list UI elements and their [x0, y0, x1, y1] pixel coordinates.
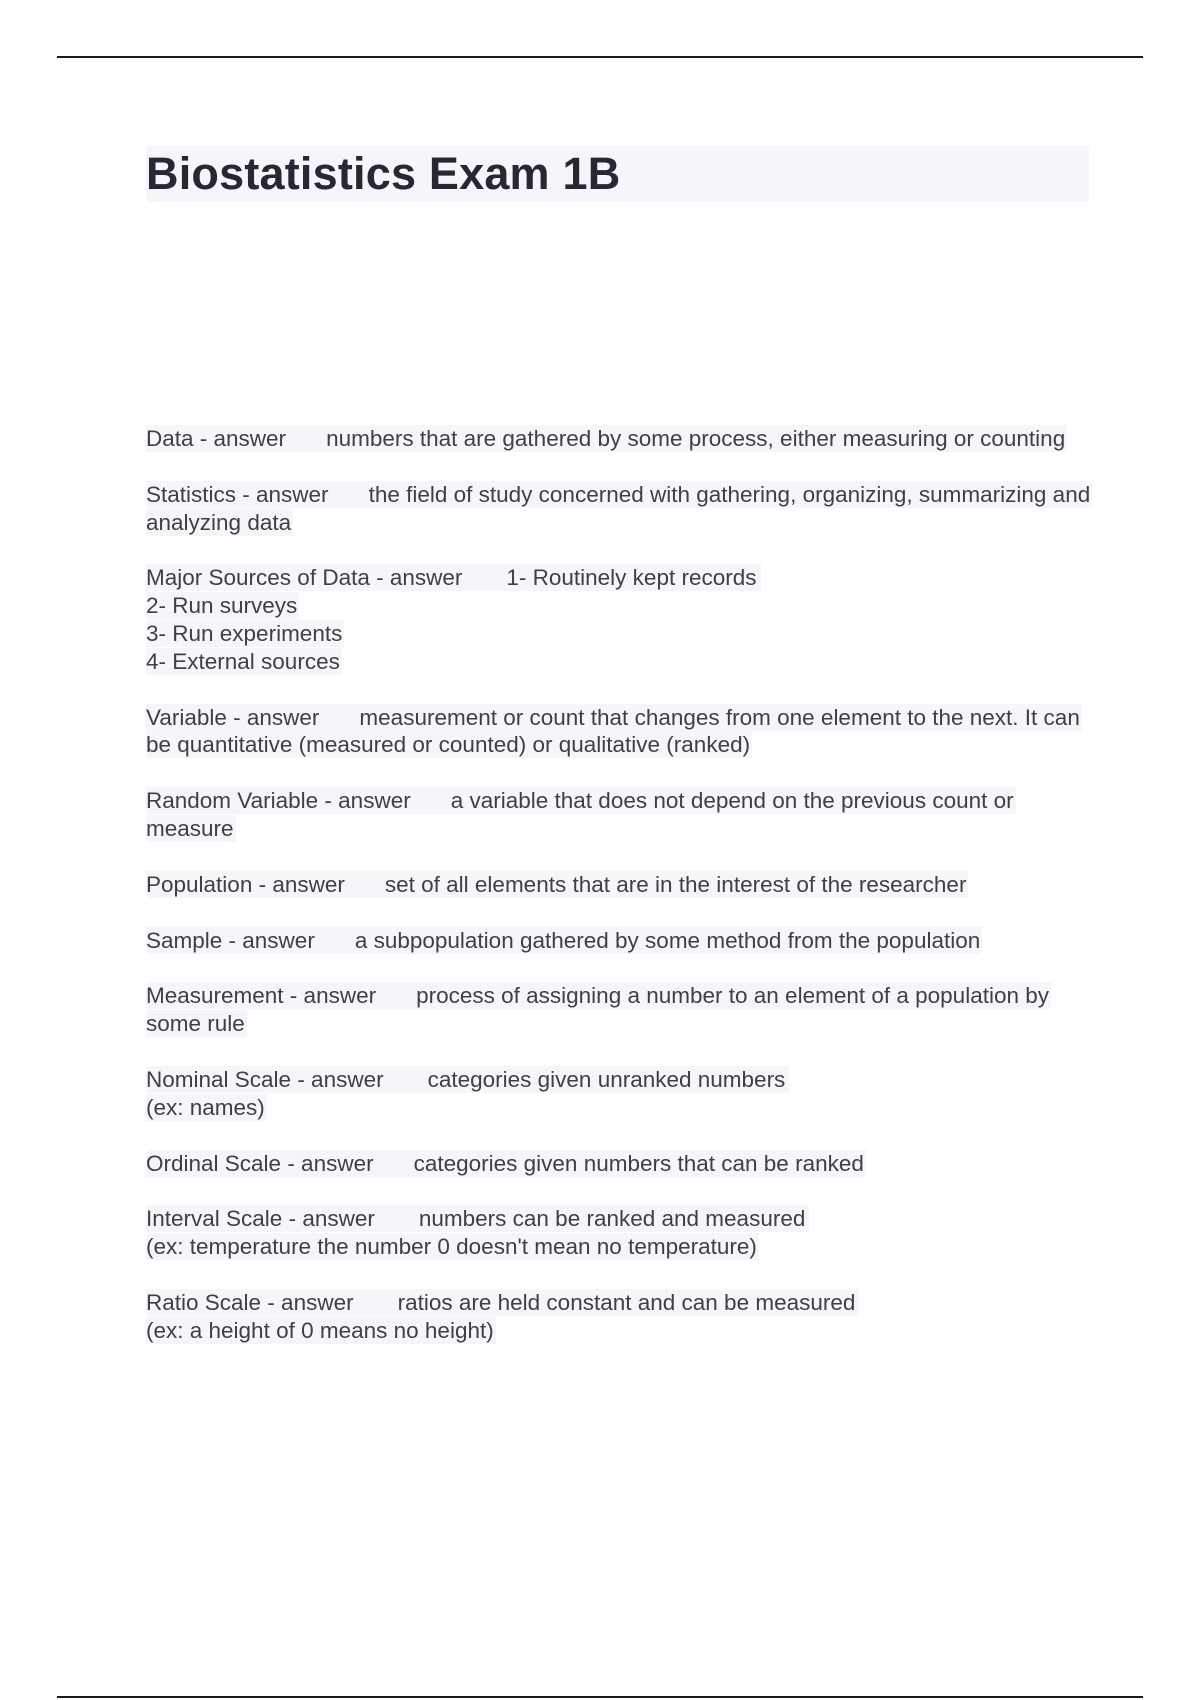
qa-entry-sample	[146, 927, 1096, 955]
qa-extra-line: (ex: names)	[146, 1094, 265, 1120]
qa-definition: set of all elements that are in the interest of the researcher	[384, 871, 967, 897]
qa-definition: 1- Routinely kept records	[506, 565, 757, 591]
qa-definition: ratios are held constant and can be measured	[397, 1289, 856, 1315]
qa-entry-ordinal-scale	[146, 1150, 1096, 1178]
qa-definition: a subpopulation gathered by some method from the population	[354, 927, 981, 953]
qa-definition: measurement or count that changes from one element to the next. It can be quantitative (measured or counted) or qualitative (ranked)	[146, 704, 1080, 758]
top-rule	[57, 56, 1143, 58]
qa-definition: process of assigning a number to an element of a population by some rule	[146, 983, 1049, 1037]
qa-term: Statistics - answer	[146, 481, 329, 507]
bottom-rule	[57, 1696, 1143, 1698]
qa-extra-line: 3- Run experiments	[146, 620, 343, 646]
qa-entry-interval-scale	[146, 1205, 1096, 1261]
qa-definition: categories given numbers that can be ranked	[413, 1150, 864, 1176]
qa-term: Ordinal Scale - answer	[146, 1150, 374, 1176]
qa-definition: categories given unranked numbers	[427, 1066, 786, 1092]
qa-term: Random Variable - answer	[146, 788, 411, 814]
qa-definition: a variable that does not depend on the previous count or measure	[146, 788, 1014, 841]
qa-definition: numbers can be ranked and measured	[418, 1206, 806, 1232]
qa-extra-line: 4- External sources	[146, 648, 340, 674]
qa-extra-line: 2- Run surveys	[146, 593, 298, 619]
qa-entry-variable	[146, 704, 1096, 760]
qa-list	[146, 425, 1096, 1373]
qa-term: Major Sources of Data - answer	[146, 565, 463, 591]
qa-entry-population	[146, 871, 1096, 899]
qa-term: Variable - answer	[146, 704, 320, 730]
qa-entry-nominal-scale	[146, 1066, 1096, 1122]
qa-term: Ratio Scale - answer	[146, 1289, 354, 1315]
qa-entry-statistics	[146, 481, 1096, 537]
qa-extra-line: (ex: a height of 0 means no height)	[146, 1317, 494, 1343]
page-title: Biostatistics Exam 1B	[146, 148, 621, 199]
qa-term: Measurement - answer	[146, 983, 377, 1009]
qa-entry-random-variable	[146, 787, 1096, 843]
qa-term: Population - answer	[146, 871, 345, 897]
qa-entry-measurement	[146, 982, 1096, 1038]
qa-definition: numbers that are gathered by some process, either measuring or counting	[326, 426, 1066, 451]
qa-entry-major-sources	[146, 564, 1096, 675]
qa-definition: the field of study concerned with gathering, organizing, summarizing and analyzing data	[146, 481, 1091, 535]
qa-term: Data - answer	[146, 426, 287, 451]
qa-entry-ratio-scale	[146, 1289, 1096, 1345]
qa-term: Interval Scale - answer	[146, 1206, 375, 1232]
qa-term: Nominal Scale - answer	[146, 1066, 384, 1092]
qa-extra-line: (ex: temperature the number 0 doesn't mean no temperature)	[146, 1234, 757, 1260]
qa-entry-data	[146, 425, 1096, 453]
qa-term: Sample - answer	[146, 927, 315, 953]
